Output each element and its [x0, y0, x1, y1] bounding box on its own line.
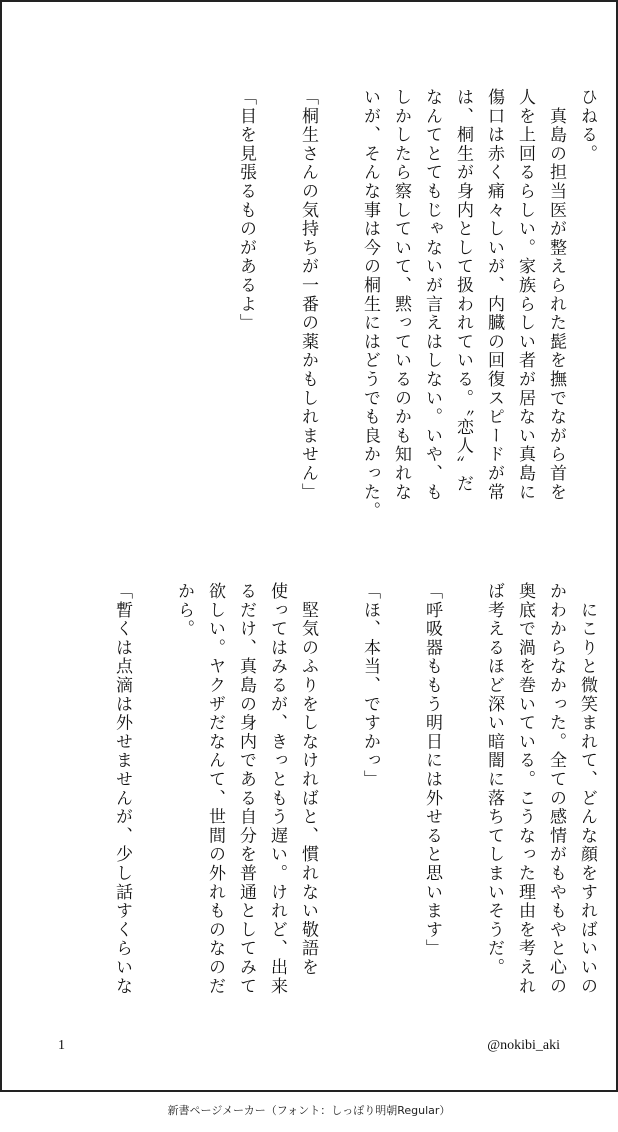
- upper-vertical-text: ひねる。 真島の担当医が整えられた髭を撫でながら首を 人を上回るらしい。家族らしい者が居ない真島に 傷口は赤く痛々しいが、内臓の回復スピードが常 は、桐生が身内として扱われている。〝恋人〟だ なんてとてもじゃないが言えはしない。いや、も しかしたら察していて、黙っているのかも知れな いが、そんな事は今の桐生にはどうでも良かった。 「桐生さんの気持ちが一番の薬かもしれません」 「目を見張るものがあるよ」: [236, 88, 597, 521]
- footer-credit: 新書ページメーカー（フォント：しっぽり明朝Regular）: [167, 1104, 451, 1117]
- lower-vertical-text: にこりと微笑まれて、どんな顔をすればいいの かわからなかった。全ての感情がもやもやと心の 奥底で渦を巻いている。こうなった理由を考えれ ば考えるほど深い暗闇に落ちてしまいそうだ。 「呼吸器ももう明日には外せると思います」 「ほ、本当、ですかっ」 堅気のふりをしなければと、慣れない敬語を 使ってはみるが、きっともう遅い。けれど、出来 るだけ、真島の身内である自分を普通としてみて 欲しい。ヤクザだなんて、世間の外れものなのだ から。 「暫くは点滴は外せませんが、少し話すくらいな: [112, 582, 597, 996]
- page-number: 1: [58, 1038, 65, 1053]
- author-handle: @nokibi_aki: [487, 1038, 560, 1053]
